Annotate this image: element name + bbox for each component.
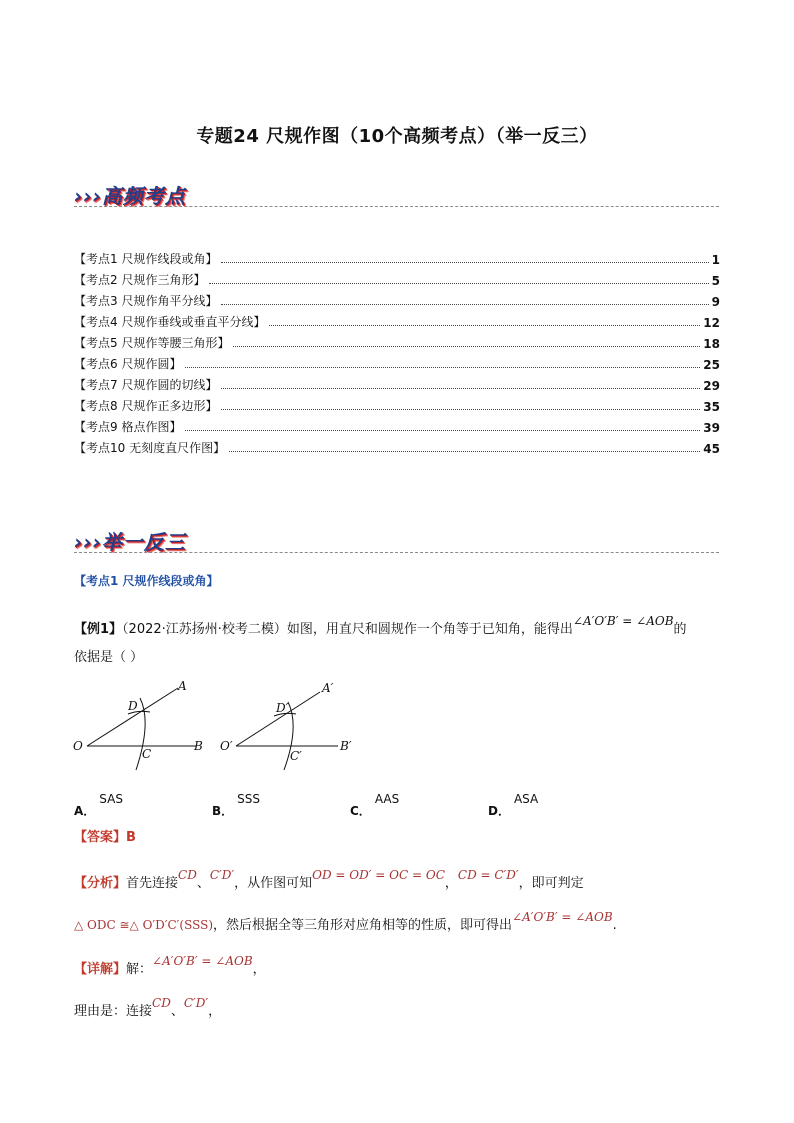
toc-item-page: 45 bbox=[703, 442, 720, 456]
analysis-line2 bbox=[74, 910, 617, 933]
toc-leader bbox=[221, 388, 700, 389]
detail-line1 bbox=[74, 954, 266, 977]
option-value: ASA bbox=[513, 792, 539, 806]
toc-item-label: 【考点2 尺规作三角形】 bbox=[74, 273, 206, 287]
label-c2: C′ bbox=[290, 749, 302, 763]
toc-item-page: 12 bbox=[703, 316, 720, 330]
label-a2: A′ bbox=[322, 681, 334, 695]
banner-divider bbox=[74, 552, 719, 553]
toc-item-page: 18 bbox=[703, 337, 720, 351]
option-value: SAS bbox=[99, 792, 123, 806]
toc-item-page: 1 bbox=[711, 253, 720, 267]
label-b2: B′ bbox=[340, 739, 352, 753]
label-b: B bbox=[194, 739, 203, 753]
toc-leader bbox=[229, 451, 700, 452]
toc-leader bbox=[269, 325, 700, 326]
example-question bbox=[74, 614, 687, 637]
analysis-text: 首先连接 bbox=[126, 876, 179, 891]
toc-item[interactable] bbox=[74, 330, 720, 351]
toc-leader bbox=[221, 409, 700, 410]
toc-item[interactable] bbox=[74, 309, 720, 330]
analysis-text: ，然后根据全等三角形对应角相等的性质，即可得出 bbox=[213, 918, 513, 933]
section-heading: 【考点1 尺规作线段或角】 bbox=[74, 574, 219, 588]
label-o2: O′ bbox=[220, 739, 233, 753]
option-letter: B． bbox=[212, 804, 234, 818]
math-eq1: OD = OD′ = OC = OC bbox=[312, 868, 445, 882]
toc-item-label: 【考点3 尺规作角平分线】 bbox=[74, 294, 218, 308]
label-d: D bbox=[128, 699, 138, 713]
label-a: A bbox=[178, 679, 187, 693]
option-value: SSS bbox=[237, 792, 261, 806]
toc-item[interactable] bbox=[74, 435, 720, 456]
toc-item-label: 【考点1 尺规作线段或角】 bbox=[74, 252, 218, 266]
analysis-end: . bbox=[612, 918, 617, 933]
toc-item-label: 【考点4 尺规作垂线或垂直平分线】 bbox=[74, 315, 266, 329]
toc-item-label: 【考点10 无刻度直尺作图】 bbox=[74, 441, 226, 455]
toc-item[interactable] bbox=[74, 393, 720, 414]
label-d2: D′ bbox=[276, 701, 289, 715]
math-c2d2: C′D′ bbox=[209, 868, 235, 882]
analysis-comma: ， bbox=[444, 876, 458, 891]
toc-item-label: 【考点8 尺规作正多边形】 bbox=[74, 399, 218, 413]
option-letter: D． bbox=[488, 804, 510, 818]
answer-tag: 【答案】 bbox=[74, 830, 127, 845]
detail-end: ， bbox=[252, 962, 266, 977]
example-tail: 的 bbox=[673, 622, 687, 637]
detail-tag: 【详解】 bbox=[74, 962, 127, 977]
detail-sep: 、 bbox=[170, 1004, 184, 1019]
option-letter: C． bbox=[350, 804, 371, 818]
example-text: 如图，用直尺和圆规作一个角等于已知角，能得出 bbox=[286, 622, 573, 637]
toc-item-label: 【考点9 格点作图】 bbox=[74, 420, 182, 434]
option-b[interactable] bbox=[212, 790, 261, 818]
math-c2d2: C′D′ bbox=[183, 996, 209, 1010]
toc-item-page: 29 bbox=[703, 379, 720, 393]
detail-line2 bbox=[74, 996, 222, 1019]
construction-figure bbox=[70, 672, 370, 776]
option-letter: A． bbox=[74, 804, 96, 818]
toc-item-label: 【考点7 尺规作圆的切线】 bbox=[74, 378, 218, 392]
toc-leader bbox=[221, 304, 708, 305]
angle-construction-diagram bbox=[70, 672, 370, 772]
toc-item-page: 5 bbox=[711, 274, 720, 288]
banner-text: ›››举一反三 bbox=[74, 530, 186, 554]
option-c[interactable] bbox=[350, 790, 400, 818]
analysis-text: ，从作图可知 bbox=[234, 876, 313, 891]
option-value: AAS bbox=[374, 792, 400, 806]
banner-text: ›››高频考点 bbox=[74, 184, 186, 208]
toc-item-page: 9 bbox=[711, 295, 720, 309]
option-d[interactable] bbox=[488, 790, 539, 818]
answer-value: B bbox=[126, 830, 136, 845]
section-banner-high-frequency bbox=[74, 178, 719, 212]
analysis-sep: 、 bbox=[196, 876, 210, 891]
toc-item-page: 35 bbox=[703, 400, 720, 414]
example-source: （2022·江苏扬州·校考二模） bbox=[122, 622, 287, 637]
math-eq3: ∠A′O′B′ = ∠AOB bbox=[512, 910, 613, 924]
toc-leader bbox=[185, 430, 700, 431]
label-o: O bbox=[73, 739, 83, 753]
math-cd: CD bbox=[178, 868, 197, 882]
example-formula: ∠A′O′B′ = ∠AOB bbox=[572, 614, 674, 628]
ray-oa bbox=[87, 688, 178, 746]
answer-line bbox=[74, 826, 136, 845]
math-detail-eq: ∠A′O′B′ = ∠AOB bbox=[152, 954, 253, 968]
toc-item-page: 25 bbox=[703, 358, 720, 372]
toc-item[interactable] bbox=[74, 372, 720, 393]
detail-end2: ， bbox=[208, 1004, 222, 1019]
detail-text: 解： bbox=[126, 962, 153, 977]
toc-item-label: 【考点6 尺规作圆】 bbox=[74, 357, 182, 371]
example-question-line2: 依据是（ ） bbox=[74, 650, 144, 665]
toc-leader bbox=[221, 262, 708, 263]
toc-leader bbox=[233, 346, 700, 347]
toc-item[interactable] bbox=[74, 414, 720, 435]
option-a[interactable] bbox=[74, 790, 123, 818]
toc-item-label: 【考点5 尺规作等腰三角形】 bbox=[74, 336, 230, 350]
toc-item[interactable] bbox=[74, 267, 720, 288]
analysis-line1 bbox=[74, 868, 584, 891]
math-cd: CD bbox=[152, 996, 171, 1010]
label-c: C bbox=[142, 747, 152, 761]
example-tag: 【例1】 bbox=[74, 622, 123, 637]
math-congruence: △ ODC ≅△ O′D′C′(SSS) bbox=[74, 918, 214, 932]
toc-item[interactable] bbox=[74, 351, 720, 372]
section-banner-jyfs bbox=[74, 524, 719, 558]
math-eq2: CD = C′D′ bbox=[457, 868, 519, 882]
toc-item[interactable] bbox=[74, 246, 720, 267]
toc-item[interactable] bbox=[74, 288, 720, 309]
detail-reason: 理由是：连接 bbox=[74, 1004, 153, 1019]
toc-leader bbox=[209, 283, 708, 284]
analysis-tag: 【分析】 bbox=[74, 876, 127, 891]
table-of-contents bbox=[74, 246, 720, 456]
page-title: 专题24 尺规作图（10个高频考点）（举一反三） bbox=[196, 126, 598, 147]
analysis-text: ，即可判定 bbox=[518, 876, 584, 891]
toc-item-page: 39 bbox=[703, 421, 720, 435]
banner-divider bbox=[74, 206, 719, 207]
toc-leader bbox=[185, 367, 700, 368]
